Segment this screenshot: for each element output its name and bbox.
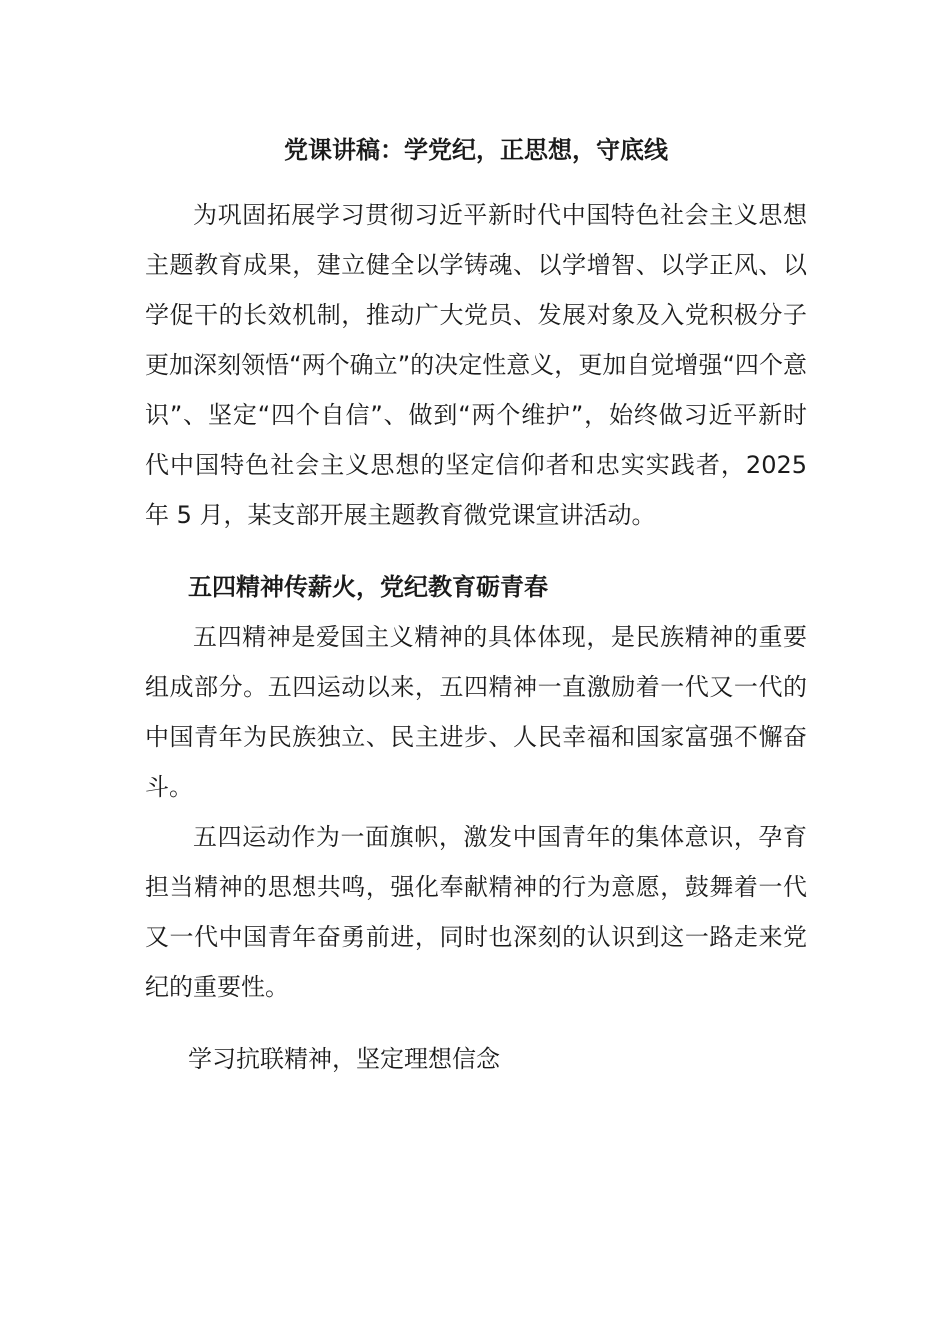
section1-paragraph-2: 五四运动作为一面旗帜，激发中国青年的集体意识，孕育担当精神的思想共鸣，强化奉献精神的行为意愿，鼓舞着一代又一代中国青年奋勇前进，同时也深刻的认识到这一路走来党纪的重要性。: [145, 823, 807, 1001]
section-heading-may-fourth: 五四精神传薪火，党纪教育砺青春: [188, 573, 548, 601]
document-title: 党课讲稿：学党纪，正思想，守底线: [284, 136, 668, 164]
section1-paragraph-1: 五四精神是爱国主义精神的具体体现，是民族精神的重要组成部分。五四运动以来，五四精神一直激励着一代又一代的中国青年为民族独立、民主进步、人民幸福和国家富强不懈奋斗。: [145, 623, 807, 801]
intro-paragraph: 为巩固拓展学习贯彻习近平新时代中国特色社会主义思想主题教育成果，建立健全以学铸魂、以学增智、以学正风、以学促干的长效机制，推动广大党员、发展对象及入党积极分子更加深刻领悟“两个确立”的决定性意义，更加自觉增强“四个意识”、坚定“四个自信”、做到“两个维护”，始终做习近平新时代中国特色社会主义思想的坚定信仰者和忠实实践者，2025 年 5 月，某支部开展主题教育微党课宣讲活动。: [145, 201, 807, 529]
document-page: [145, 128, 807, 1084]
section-heading-anti-japanese-spirit: 学习抗联精神，坚定理想信念: [188, 1045, 500, 1073]
